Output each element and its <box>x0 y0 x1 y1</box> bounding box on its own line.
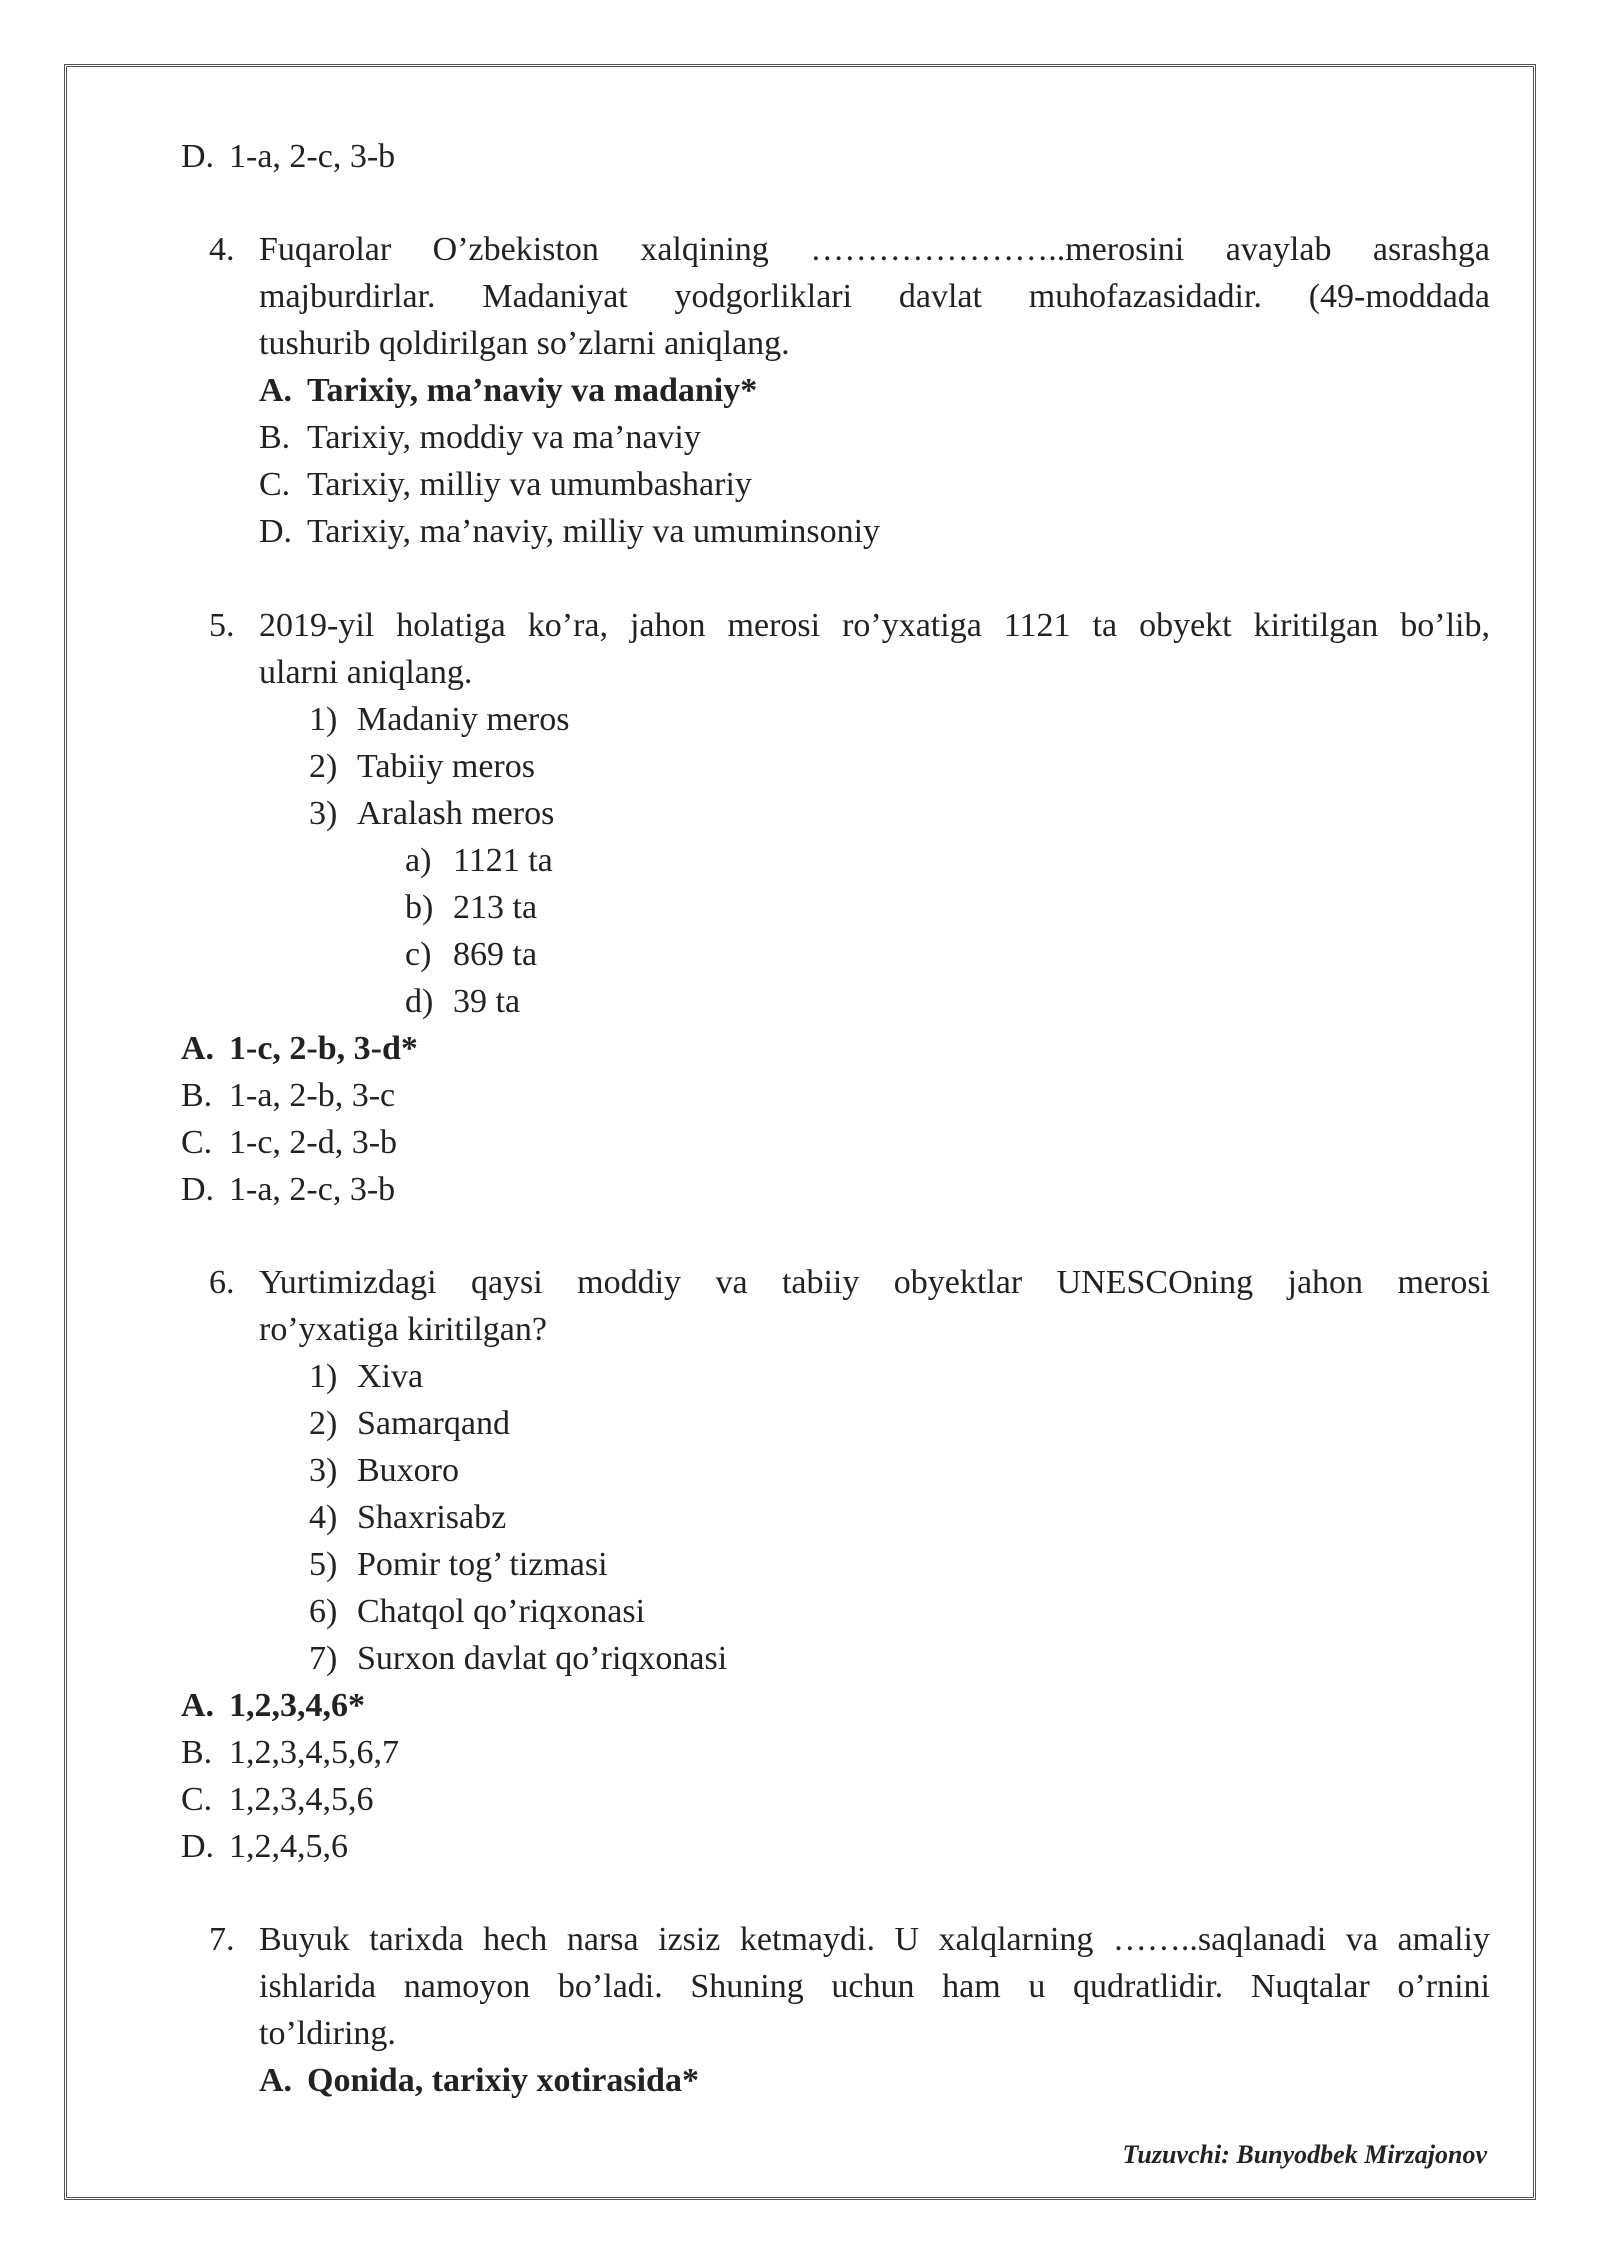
option-text: 1-a, 2-c, 3-b <box>229 138 396 175</box>
option-text: 1,2,3,4,5,6,7 <box>229 1734 399 1771</box>
option-letter: A. <box>259 2062 293 2099</box>
item-text: Chatqol qo’riqxonasi <box>357 1593 646 1630</box>
item-text: Surxon davlat qo’riqxonasi <box>357 1640 728 1677</box>
item-text: 213 ta <box>453 889 538 926</box>
option-letter: C. <box>181 1124 213 1161</box>
item-number: 2) <box>309 1405 338 1442</box>
option-text: 1,2,3,4,6* <box>229 1687 365 1724</box>
question-number: 7. <box>209 1921 235 1958</box>
option-letter: C. <box>259 466 291 503</box>
option-text: 1-c, 2-b, 3-d* <box>229 1030 418 1067</box>
option-text: Tarixiy, ma’naviy va madaniy* <box>307 372 758 409</box>
question-text-line: Fuqarolar O’zbekiston xalqining …………………..merosini avaylab asrashga <box>259 231 1490 268</box>
option-letter: D. <box>181 1171 215 1208</box>
option-text: Tarixiy, ma’naviy, milliy va umuminsoniy <box>307 513 881 550</box>
question-text-line: majburdirlar. Madaniyat yodgorliklari davlat muhofazasidadir. (49-moddada <box>259 278 1490 315</box>
item-number: 5) <box>309 1546 338 1583</box>
item-number: c) <box>405 936 432 973</box>
question-text-line: Yurtimizdagi qaysi moddiy va tabiiy obyektlar UNESCOning jahon merosi <box>259 1264 1490 1301</box>
option-letter: B. <box>181 1734 213 1771</box>
item-number: d) <box>405 983 434 1020</box>
option-letter: A. <box>259 372 293 409</box>
option-letter: A. <box>181 1687 215 1724</box>
item-number: 4) <box>309 1499 338 1536</box>
question-text-line: to’ldiring. <box>259 2015 396 2052</box>
option-text: 1-a, 2-b, 3-c <box>229 1077 396 1114</box>
option-text: 1-a, 2-c, 3-b <box>229 1171 396 1208</box>
item-text: Madaniy meros <box>357 701 570 738</box>
question-number: 4. <box>209 231 235 268</box>
question-number: 5. <box>209 607 235 644</box>
option-text: 1,2,3,4,5,6 <box>229 1781 374 1818</box>
question-text-line: Buyuk tarixda hech narsa izsiz ketmaydi. U xalqlarning ……..saqlanadi va amaliy <box>259 1921 1490 1958</box>
item-number: 3) <box>309 1452 338 1489</box>
item-number: 6) <box>309 1593 338 1630</box>
item-text: 39 ta <box>453 983 521 1020</box>
option-text: Tarixiy, moddiy va ma’naviy <box>307 419 701 456</box>
item-text: Buxoro <box>357 1452 459 1489</box>
item-number: 7) <box>309 1640 338 1677</box>
question-text-line: ishlarida namoyon bo’ladi. Shuning uchun ham u qudratlidir. Nuqtalar o’rnini <box>259 1968 1490 2005</box>
item-text: 869 ta <box>453 936 538 973</box>
option-text: Tarixiy, milliy va umumbashariy <box>307 466 752 503</box>
item-text: Tabiiy meros <box>357 748 535 785</box>
option-letter: C. <box>181 1781 213 1818</box>
item-number: 2) <box>309 748 338 785</box>
option-letter: B. <box>181 1077 213 1114</box>
option-letter: D. <box>181 138 215 175</box>
item-text: Samarqand <box>357 1405 510 1442</box>
item-text: Aralash meros <box>357 795 555 832</box>
option-text: 1,2,4,5,6 <box>229 1828 348 1865</box>
item-text: Pomir tog’ tizmasi <box>357 1546 608 1583</box>
question-text-line: tushurib qoldirilgan so’zlarni aniqlang. <box>259 325 790 362</box>
item-text: Xiva <box>357 1358 424 1395</box>
option-letter: D. <box>181 1828 215 1865</box>
question-text-line: ro’yxatiga kiritilgan? <box>259 1311 547 1348</box>
question-text-line: ularni aniqlang. <box>259 654 473 691</box>
item-number: a) <box>405 842 432 879</box>
option-letter: B. <box>259 419 291 456</box>
question-text-line: 2019-yil holatiga ko’ra, jahon merosi ro’yxatiga 1121 ta obyekt kiritilgan bo’lib, <box>259 607 1490 644</box>
question-number: 6. <box>209 1264 235 1301</box>
option-letter: D. <box>259 513 293 550</box>
item-text: Shaxrisabz <box>357 1499 507 1536</box>
author-footer: Tuzuvchi: Bunyodbek Mirzajonov <box>1122 2140 1487 2169</box>
item-number: 1) <box>309 701 338 738</box>
option-text: Qonida, tarixiy xotirasida* <box>307 2062 699 2099</box>
item-number: 1) <box>309 1358 338 1395</box>
option-letter: A. <box>181 1030 215 1067</box>
option-text: 1-c, 2-d, 3-b <box>229 1124 398 1161</box>
item-number: b) <box>405 889 434 926</box>
item-number: 3) <box>309 795 338 832</box>
item-text: 1121 ta <box>453 842 553 879</box>
